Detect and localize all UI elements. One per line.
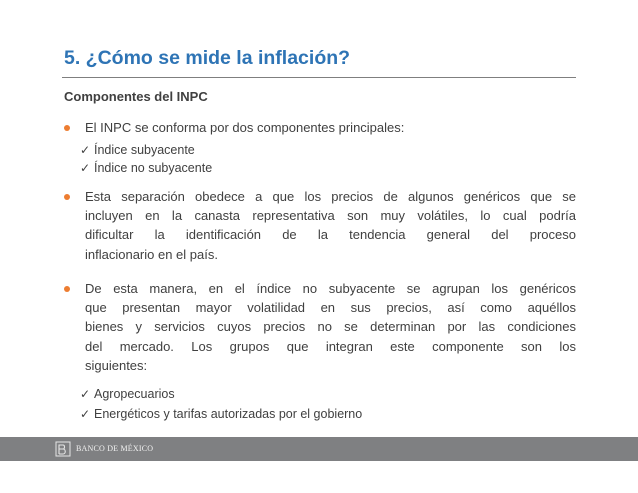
sub-item-label: Agropecuarios — [94, 387, 175, 401]
bullet-line: De esta manera, en el índice no subyacente se agrupan los genéricos — [85, 281, 576, 296]
bullet-text — [85, 187, 576, 264]
bullet-item — [64, 279, 576, 375]
bullet-text — [85, 118, 576, 137]
bullet-line: siguientes: — [85, 357, 148, 373]
sub-item-label: Energéticos y tarifas autorizadas por el gobierno — [94, 407, 363, 421]
slide-title: 5. ¿Cómo se mide la inflación? — [64, 47, 351, 69]
bullet-dot-icon — [64, 125, 70, 131]
sub-item-label: Índice subyacente — [94, 143, 195, 157]
footer-label: BANCO DE MÉXICO — [76, 444, 154, 453]
bullet-item — [64, 187, 576, 264]
section-subtitle: Componentes del INPC — [64, 89, 208, 104]
bullet-line: que presentan mayor volatilidad en sus precios, así como aquéllos — [85, 300, 576, 316]
bullet-item — [64, 118, 576, 137]
sub-item-label: Índice no subyacente — [94, 161, 213, 175]
bullet-line: inflacionario en el país. — [85, 246, 218, 262]
bullet-line: del mercado. Los grupos que integran este componente son los — [85, 338, 576, 354]
sub-item — [80, 159, 212, 177]
checkmark-icon: ✓ — [80, 407, 91, 421]
bullet-dot-icon — [64, 194, 70, 200]
bullet-dot-icon — [64, 286, 70, 292]
bullet-line: dificultar la identificación de la tendencia general del proceso — [85, 227, 576, 243]
sub-item — [80, 141, 195, 159]
checkmark-icon: ✓ — [80, 143, 91, 157]
bullet-line: Esta separación obedece a que los precios de algunos genéricos que se — [85, 189, 576, 204]
sub-item — [80, 385, 175, 403]
checkmark-icon: ✓ — [80, 161, 91, 175]
checkmark-icon: ✓ — [80, 387, 91, 401]
bullet-line: incluyen en la canasta representativa son muy volátiles, lo cual podría — [85, 208, 576, 224]
bullet-text — [85, 279, 576, 375]
bullet-line: El INPC se conforma por dos componentes principales: — [85, 120, 405, 135]
title-divider — [62, 77, 576, 78]
bullet-line: bienes y servicios cuyos precios no se determinan por las condiciones — [85, 319, 576, 335]
banco-de-mexico-logo-icon — [54, 440, 72, 458]
sub-item — [80, 405, 362, 423]
